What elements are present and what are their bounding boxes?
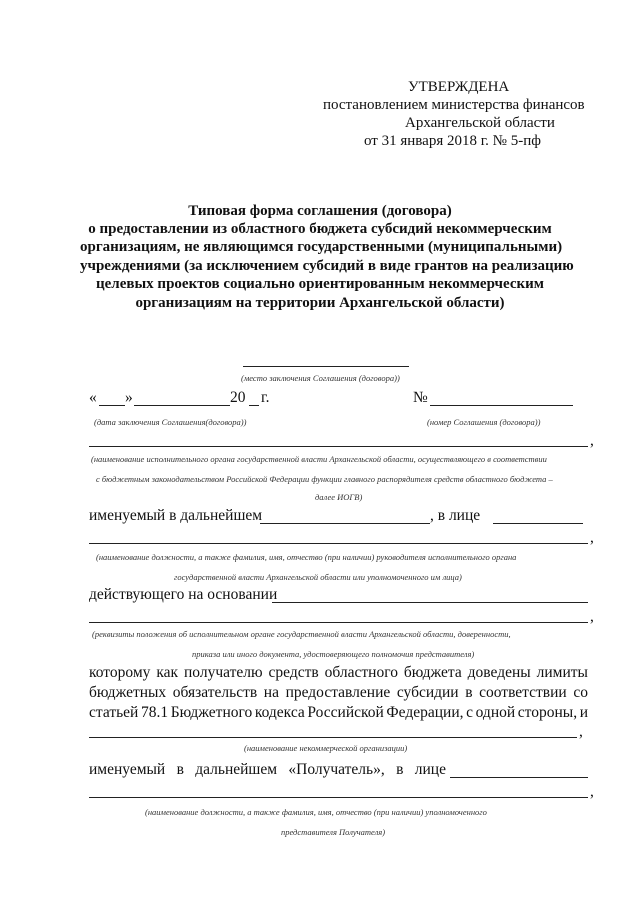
approval-line-3: от 31 января 2018 г. № 5-пф	[364, 133, 541, 149]
number-caption: (номер Соглашения (договора))	[427, 417, 541, 427]
paragraph-word: областного	[324, 664, 398, 681]
day-field[interactable]	[99, 405, 125, 406]
paragraph-word: статьей	[89, 704, 139, 721]
organization-name-field[interactable]	[89, 737, 577, 738]
year-suffix: г.	[261, 389, 270, 406]
head-caption-1: (наименование должности, а также фамилия, имя, отчество (при наличии) руководителя исполнительного органа	[96, 552, 517, 562]
paragraph-word: которому	[89, 664, 151, 681]
place-field[interactable]	[243, 366, 409, 367]
paragraph-line-2	[89, 685, 588, 701]
in-person-label: , в лице	[430, 507, 481, 524]
details-caption-1: (реквизиты положения об исполнительном органе государственной власти Архангельской области, доверенности,	[92, 629, 511, 639]
head-caption-2: государственной власти Архангельской области или уполномоченного им лица)	[174, 572, 462, 582]
approved-heading: УТВЕРЖДЕНА	[408, 79, 510, 95]
year-prefix: 20	[230, 389, 246, 406]
person-field[interactable]	[493, 523, 583, 524]
recipient-word: именуемый	[89, 761, 166, 778]
recipient-word: лице	[414, 761, 446, 778]
paragraph-word: Бюджетного	[170, 704, 253, 721]
acting-basis-label: действующего на основании	[89, 586, 278, 603]
basis-field-2[interactable]	[89, 622, 588, 623]
paragraph-word: в	[465, 684, 473, 701]
month-field[interactable]	[134, 405, 230, 406]
paragraph-word: предоставление	[285, 684, 391, 701]
approval-line-1: постановлением министерства финансов	[323, 97, 585, 113]
paragraph-word: бюджетных	[89, 684, 167, 701]
date-caption: (дата заключения Соглашения(договора))	[94, 417, 247, 427]
short-name-field[interactable]	[260, 523, 430, 524]
recipient-line	[89, 762, 446, 778]
title-line-6: организациям на территории Архангельской области)	[135, 295, 505, 311]
paragraph-word: 78.1	[140, 704, 169, 721]
recipient-word: «Получатель»,	[288, 761, 385, 778]
paragraph-word: Российской	[307, 704, 384, 721]
paragraph-word: соответствии	[479, 684, 567, 701]
details-caption-2: приказа или иного документа, удостоверяющего полномочия представителя)	[192, 649, 475, 659]
title-line-2: о предоставлении из областного бюджета субсидий некоммерческим	[88, 221, 552, 237]
paragraph-word: доведены	[467, 664, 531, 681]
comma: ,	[590, 608, 594, 625]
paragraph-word: кодекса	[254, 704, 305, 721]
head-name-field[interactable]	[89, 543, 588, 544]
paragraph-word: с	[466, 704, 473, 721]
paragraph-line-3	[89, 705, 588, 721]
paragraph-word: субсидии	[396, 684, 459, 701]
number-field[interactable]	[430, 405, 573, 406]
recipient-head-caption-2: представителя Получателя)	[281, 827, 386, 837]
paragraph-word: со	[573, 684, 588, 701]
paragraph-word: как	[156, 664, 179, 681]
recipient-person-field[interactable]	[450, 777, 588, 778]
organ-caption-1: (наименование исполнительного органа государственной власти Архангельской области, осуществляющего в соответствии	[91, 454, 547, 464]
recipient-head-field[interactable]	[89, 797, 588, 798]
recipient-word: в	[396, 761, 404, 778]
recipient-head-caption-1: (наименование должности, а также фамилия, имя, отчество (при наличии) уполномоченного	[145, 807, 487, 817]
comma: ,	[590, 529, 594, 546]
named-hereafter-label: именуемый в дальнейшем	[89, 507, 263, 524]
paragraph-word: на	[263, 684, 279, 701]
number-sign: №	[413, 389, 428, 406]
recipient-word: дальнейшем	[195, 761, 278, 778]
paragraph-word: одной	[475, 704, 516, 721]
place-caption: (место заключения Соглашения (договора))	[241, 373, 400, 383]
title-line-5: целевых проектов социально ориентированным некоммерческим	[96, 276, 544, 292]
comma: ,	[590, 432, 594, 449]
comma: ,	[579, 723, 583, 740]
organ-caption-3: далее ИОГВ)	[315, 492, 363, 502]
approval-line-2: Архангельской области	[405, 115, 555, 131]
title-line-3: организациям, не являющимся государственными (муниципальными)	[80, 239, 563, 255]
organ-name-field[interactable]	[89, 446, 588, 447]
paragraph-word: обязательств	[172, 684, 258, 701]
title-line-4: учреждениями (за исключением субсидий в виде грантов на реализацию	[80, 258, 574, 274]
paragraph-word: и	[579, 704, 588, 721]
paragraph-word: Федерации,	[386, 704, 464, 721]
date-open-quote: «	[89, 389, 97, 406]
paragraph-word: средств	[268, 664, 319, 681]
date-close-quote: »	[125, 389, 133, 406]
paragraph-word: бюджета	[403, 664, 462, 681]
organ-caption-2: с бюджетным законодательством Российской Федерации функции главного распорядителя средств областного бюджета –	[96, 474, 553, 484]
basis-field[interactable]	[272, 602, 588, 603]
org-caption: (наименование некоммерческой организации)	[244, 743, 408, 753]
title-line-1: Типовая форма соглашения (договора)	[188, 203, 452, 219]
recipient-word: в	[176, 761, 184, 778]
paragraph-word: получателю	[184, 664, 263, 681]
paragraph-word: стороны,	[517, 704, 578, 721]
comma: ,	[590, 783, 594, 800]
paragraph-line-1	[89, 665, 588, 681]
paragraph-word: лимиты	[536, 664, 588, 681]
year-field[interactable]	[249, 405, 259, 406]
